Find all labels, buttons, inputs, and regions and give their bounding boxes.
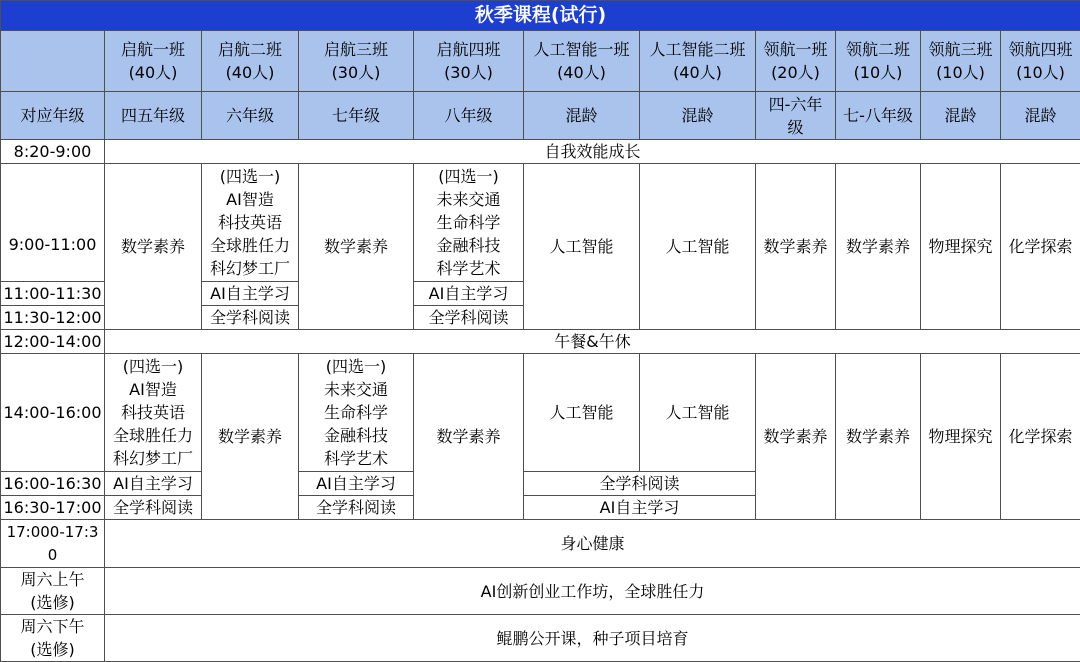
time-cell: 16:30-17:00	[1, 496, 105, 520]
course-cell: 全学科阅读	[202, 306, 299, 330]
course-cell: AI创新创业工作坊，全球胜任力	[105, 568, 1080, 615]
grade-cell: 混龄	[524, 92, 640, 140]
time-cell: 8:20-9:00	[1, 140, 105, 164]
course-cell: 数学素养	[202, 354, 299, 520]
grade-row	[1, 92, 1080, 140]
table-row	[1, 568, 1080, 615]
grade-cell: 混龄	[921, 92, 1001, 140]
course-cell: (四选一) AI智造 科技英语 全球胜任力 科幻梦工厂	[105, 354, 202, 472]
table-row	[1, 164, 1080, 282]
course-cell: AI自主学习	[105, 472, 202, 496]
course-cell: AI自主学习	[299, 472, 414, 496]
course-cell: 数学素养	[756, 164, 836, 330]
course-cell: 全学科阅读	[299, 496, 414, 520]
course-cell: 数学素养	[836, 164, 921, 330]
course-cell: 人工智能	[640, 164, 756, 330]
grade-cell: 六年级	[202, 92, 299, 140]
class-header: 领航三班 (10人)	[921, 31, 1001, 92]
table-title: 秋季课程(试行)	[1, 1, 1080, 31]
course-cell: 数学素养	[105, 164, 202, 330]
grade-cell: 四五年级	[105, 92, 202, 140]
course-cell: 全学科阅读	[414, 306, 524, 330]
class-header: 启航三班 (30人)	[299, 31, 414, 92]
course-cell: 数学素养	[299, 164, 414, 330]
grade-cell: 混龄	[1001, 92, 1080, 140]
class-header-row	[1, 31, 1080, 92]
class-header: 启航一班 (40人)	[105, 31, 202, 92]
class-header: 领航一班 (20人)	[756, 31, 836, 92]
grade-label: 对应年级	[1, 92, 105, 140]
course-cell: 午餐&午休	[105, 330, 1080, 354]
table-row	[1, 330, 1080, 354]
table-row	[1, 615, 1080, 662]
course-cell: (四选一) 未来交通 生命科学 金融科技 科学艺术	[299, 354, 414, 472]
course-cell: 物理探究	[921, 354, 1001, 520]
course-cell: 化学探索	[1001, 164, 1080, 330]
course-cell: AI自主学习	[414, 282, 524, 306]
course-cell: 人工智能	[524, 354, 640, 472]
course-cell: 数学素养	[756, 354, 836, 520]
course-cell: 化学探索	[1001, 354, 1080, 520]
course-cell: 物理探究	[921, 164, 1001, 330]
grade-cell: 四-六年 级	[756, 92, 836, 140]
time-cell: 16:00-16:30	[1, 472, 105, 496]
class-header: 领航二班 (10人)	[836, 31, 921, 92]
course-cell: 全学科阅读	[524, 472, 756, 496]
time-cell: 17:000-17:3 0	[1, 520, 105, 568]
time-cell: 11:00-11:30	[1, 282, 105, 306]
class-header: 人工智能二班 (40人)	[640, 31, 756, 92]
course-cell: 鲲鹏公开课，种子项目培育	[105, 615, 1080, 662]
grade-cell: 混龄	[640, 92, 756, 140]
header-corner	[1, 31, 105, 92]
class-header: 人工智能一班 (40人)	[524, 31, 640, 92]
class-header: 领航四班 (10人)	[1001, 31, 1080, 92]
time-cell: 12:00-14:00	[1, 330, 105, 354]
class-header: 启航四班 (30人)	[414, 31, 524, 92]
course-cell: AI自主学习	[524, 496, 756, 520]
course-cell: AI自主学习	[202, 282, 299, 306]
course-cell: 人工智能	[524, 164, 640, 330]
course-cell: (四选一) AI智造 科技英语 全球胜任力 科幻梦工厂	[202, 164, 299, 282]
time-cell: 周六下午 (选修)	[1, 615, 105, 662]
class-header: 启航二班 (40人)	[202, 31, 299, 92]
time-cell: 14:00-16:00	[1, 354, 105, 472]
course-cell: (四选一) 未来交通 生命科学 金融科技 科学艺术	[414, 164, 524, 282]
grade-cell: 七年级	[299, 92, 414, 140]
grade-cell: 八年级	[414, 92, 524, 140]
course-cell: 人工智能	[640, 354, 756, 472]
time-cell: 9:00-11:00	[1, 164, 105, 282]
table-row	[1, 520, 1080, 568]
grade-cell: 七-八年级	[836, 92, 921, 140]
course-cell: 数学素养	[414, 354, 524, 520]
time-cell: 11:30-12:00	[1, 306, 105, 330]
course-cell: 自我效能成长	[105, 140, 1080, 164]
course-cell: 身心健康	[105, 520, 1080, 568]
table-row	[1, 140, 1080, 164]
time-cell: 周六上午 (选修)	[1, 568, 105, 615]
title-row	[1, 1, 1080, 31]
course-cell: 全学科阅读	[105, 496, 202, 520]
table-row	[1, 354, 1080, 472]
course-cell: 数学素养	[836, 354, 921, 520]
